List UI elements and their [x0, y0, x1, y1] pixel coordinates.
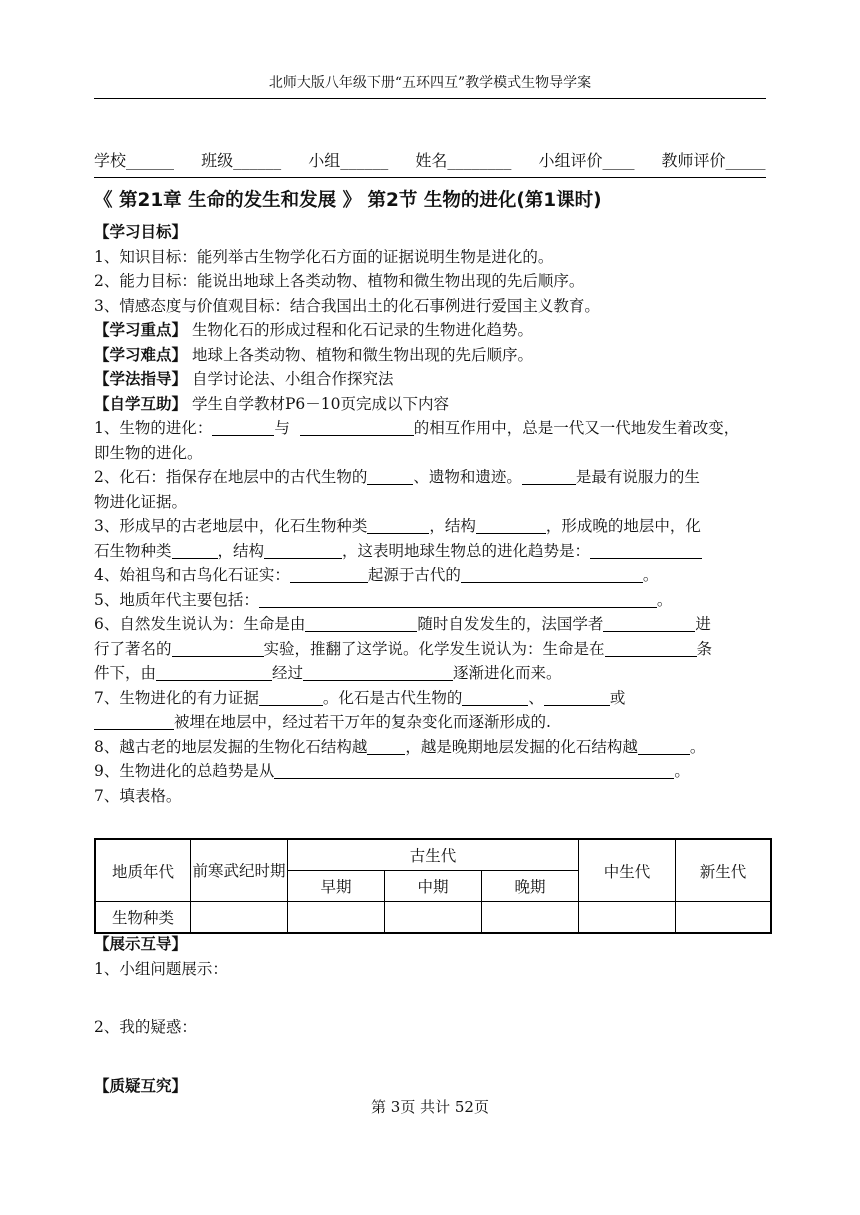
answer-blank[interactable]	[367, 517, 429, 534]
question-text: 、遗物和遗迹。	[413, 468, 522, 486]
inquiry-heading: 【质疑互究】	[94, 1076, 188, 1095]
name-field[interactable]: 姓名________	[415, 151, 512, 170]
question-text: 与	[274, 419, 290, 437]
table-header-mesozoic: 中生代	[579, 839, 676, 902]
show-item-2: 2、我的疑惑：	[94, 1018, 197, 1036]
group-field[interactable]: 小组______	[308, 151, 389, 170]
answer-blank[interactable]	[300, 419, 414, 436]
answer-blank[interactable]	[638, 738, 690, 755]
answer-blank[interactable]	[264, 542, 342, 559]
table-cell-blank[interactable]	[191, 902, 288, 934]
question-text: 。	[674, 762, 690, 780]
show-heading: 【展示互导】	[94, 935, 188, 953]
answer-blank[interactable]	[172, 640, 264, 657]
question-text: 4、始祖鸟和古鸟化石证实：	[94, 566, 290, 584]
question-text: ，这表明地球生物总的进化趋势是：	[342, 541, 591, 560]
selfstudy-intro: 学生自学教材P6－10页完成以下内容	[191, 394, 449, 413]
answer-blank[interactable]	[259, 689, 323, 706]
question-text: 7、生物进化的有力证据	[94, 688, 259, 707]
answer-blank[interactable]	[156, 664, 272, 681]
question-text: 。	[656, 590, 673, 609]
answer-blank[interactable]	[212, 419, 274, 436]
table-header-precambrian: 前寒武纪时期	[191, 839, 288, 902]
fill-table-instruction: 7、填表格。	[94, 786, 182, 805]
question-text: 。	[689, 737, 706, 756]
question-text: 或	[609, 688, 626, 707]
page-header: 北师大版八年级下册“五环四互”教学模式生物导学案	[94, 72, 766, 99]
answer-blank[interactable]	[367, 738, 405, 755]
answer-blank[interactable]	[476, 517, 546, 534]
question-3	[94, 514, 772, 539]
question-1	[94, 416, 772, 441]
table-header-early: 早期	[288, 871, 385, 902]
method-heading: 【学法指导】	[94, 370, 188, 388]
question-6-cont	[94, 661, 772, 686]
answer-blank[interactable]	[290, 566, 368, 583]
table-cell-blank[interactable]	[676, 902, 772, 934]
difficulty-text: 地球上各类动物、植物和微生物出现的先后顺序。	[191, 345, 533, 364]
class-field[interactable]: 班级______	[201, 151, 282, 170]
answer-blank[interactable]	[367, 468, 413, 485]
answer-blank[interactable]	[303, 664, 453, 681]
question-text: 、	[528, 688, 544, 707]
goal-item: 1、知识目标：能列举古生物学化石方面的证据说明生物是进化的。	[94, 247, 554, 266]
question-text: 进	[695, 615, 711, 633]
question-9	[94, 759, 772, 784]
answer-blank[interactable]	[461, 566, 643, 583]
goals-heading: 【学习目标】	[94, 223, 188, 241]
table-row-species-label: 生物种类	[95, 902, 191, 934]
table-cell-blank[interactable]	[482, 902, 579, 934]
method-row	[94, 367, 772, 392]
question-text: 6、自然发生说认为：生命是由	[94, 615, 306, 633]
question-text: 5、地质年代主要包括：	[94, 590, 259, 609]
question-text: 石生物种类	[94, 541, 172, 560]
teacher-eval-field[interactable]: 教师评价_____	[661, 151, 766, 170]
question-text: ，形成晚的地层中，化	[545, 517, 701, 535]
answer-blank[interactable]	[305, 615, 417, 632]
question-text: ，结构	[217, 541, 265, 560]
question-text: 条	[696, 639, 713, 658]
question-3-cont	[94, 539, 772, 564]
question-text: 行了著名的	[94, 639, 172, 658]
answer-blank[interactable]	[605, 640, 697, 657]
method-text: 自学讨论法、小组合作探究法	[191, 370, 394, 388]
key-points-row	[94, 318, 772, 343]
answer-blank[interactable]	[274, 762, 674, 779]
question-2-cont: 物进化证据。	[94, 492, 188, 511]
question-text: 起源于古代的	[367, 566, 461, 584]
table-header-era: 地质年代	[95, 839, 191, 902]
answer-blank[interactable]	[522, 468, 576, 485]
question-text: 3、形成早的古老地层中，化石生物种类	[94, 517, 368, 535]
show-item-1: 1、小组问题展示：	[94, 959, 228, 978]
worksheet-body	[94, 220, 772, 808]
question-7-cont	[94, 710, 772, 735]
lesson-title: 《 第21章 生命的发生和发展 》 第2节 生物的进化(第1课时)	[94, 190, 602, 211]
page-footer: 第 3页 共计 52页	[371, 1098, 489, 1116]
table-cell-blank[interactable]	[288, 902, 385, 934]
show-section	[94, 932, 772, 1098]
school-field[interactable]: 学校______	[94, 151, 175, 170]
goal-item: 3、情感态度与价值观目标：结合我国出土的化石事例进行爱国主义教育。	[94, 296, 600, 315]
question-text: ，结构	[429, 517, 476, 535]
question-text: 9、生物进化的总趋势是从	[94, 762, 275, 780]
question-text: 2、化石：指保存在地层中的古代生物的	[94, 468, 368, 486]
answer-blank[interactable]	[462, 689, 528, 706]
question-text: 。化石是古代生物的	[322, 688, 463, 707]
difficulty-heading: 【学习难点】	[94, 345, 188, 364]
question-text: 1、生物的进化：	[94, 419, 213, 437]
question-7	[94, 686, 772, 711]
table-cell-blank[interactable]	[579, 902, 676, 934]
table-cell-blank[interactable]	[385, 902, 482, 934]
table-header-paleozoic: 古生代	[288, 839, 579, 871]
answer-blank[interactable]	[590, 542, 702, 559]
question-text: 实验，推翻了这学说。化学发生说认为：生命是在	[263, 639, 605, 658]
question-text: 随时自发发生的，法国学者	[417, 615, 604, 633]
table-header-middle: 中期	[385, 871, 482, 902]
answer-blank[interactable]	[94, 713, 174, 730]
student-info-row	[94, 148, 766, 178]
question-text: 经过	[272, 664, 304, 682]
selfstudy-row	[94, 392, 772, 417]
table-header-late: 晚期	[482, 871, 579, 902]
question-2	[94, 465, 772, 490]
question-4	[94, 563, 772, 588]
question-1-cont: 即生物的进化。	[94, 443, 203, 462]
answer-blank[interactable]	[172, 542, 218, 559]
geologic-era-table	[94, 838, 772, 934]
question-6	[94, 612, 772, 637]
question-5	[94, 588, 772, 613]
question-text: 件下，由	[94, 664, 157, 682]
question-text: 是最有说服力的生	[575, 468, 700, 486]
question-text: 的相互作用中，总是一代又一代地发生着改变，	[413, 419, 740, 437]
question-8	[94, 735, 772, 760]
question-text: ，越是晚期地层发掘的化石结构越	[405, 737, 638, 756]
goal-item: 2、能力目标：能说出地球上各类动物、植物和微生物出现的先后顺序。	[94, 272, 585, 290]
question-text: 。	[642, 566, 659, 584]
answer-blank[interactable]	[603, 615, 695, 632]
key-points-text: 生物化石的形成过程和化石记录的生物进化趋势。	[191, 321, 533, 339]
answer-blank[interactable]	[259, 591, 657, 608]
question-text: 8、越古老的地层发掘的生物化石结构越	[94, 737, 368, 756]
difficulty-row	[94, 343, 772, 368]
question-6-cont	[94, 637, 772, 662]
selfstudy-heading: 【自学互助】	[94, 394, 188, 413]
answer-blank[interactable]	[544, 689, 610, 706]
table-header-cenozoic: 新生代	[676, 839, 772, 902]
group-eval-field[interactable]: 小组评价____	[538, 151, 635, 170]
key-points-heading: 【学习重点】	[94, 321, 188, 339]
question-text: 逐渐进化而来。	[453, 664, 562, 682]
question-text: 被埋在地层中，经过若干万年的复杂变化而逐渐形成的.	[174, 713, 551, 731]
